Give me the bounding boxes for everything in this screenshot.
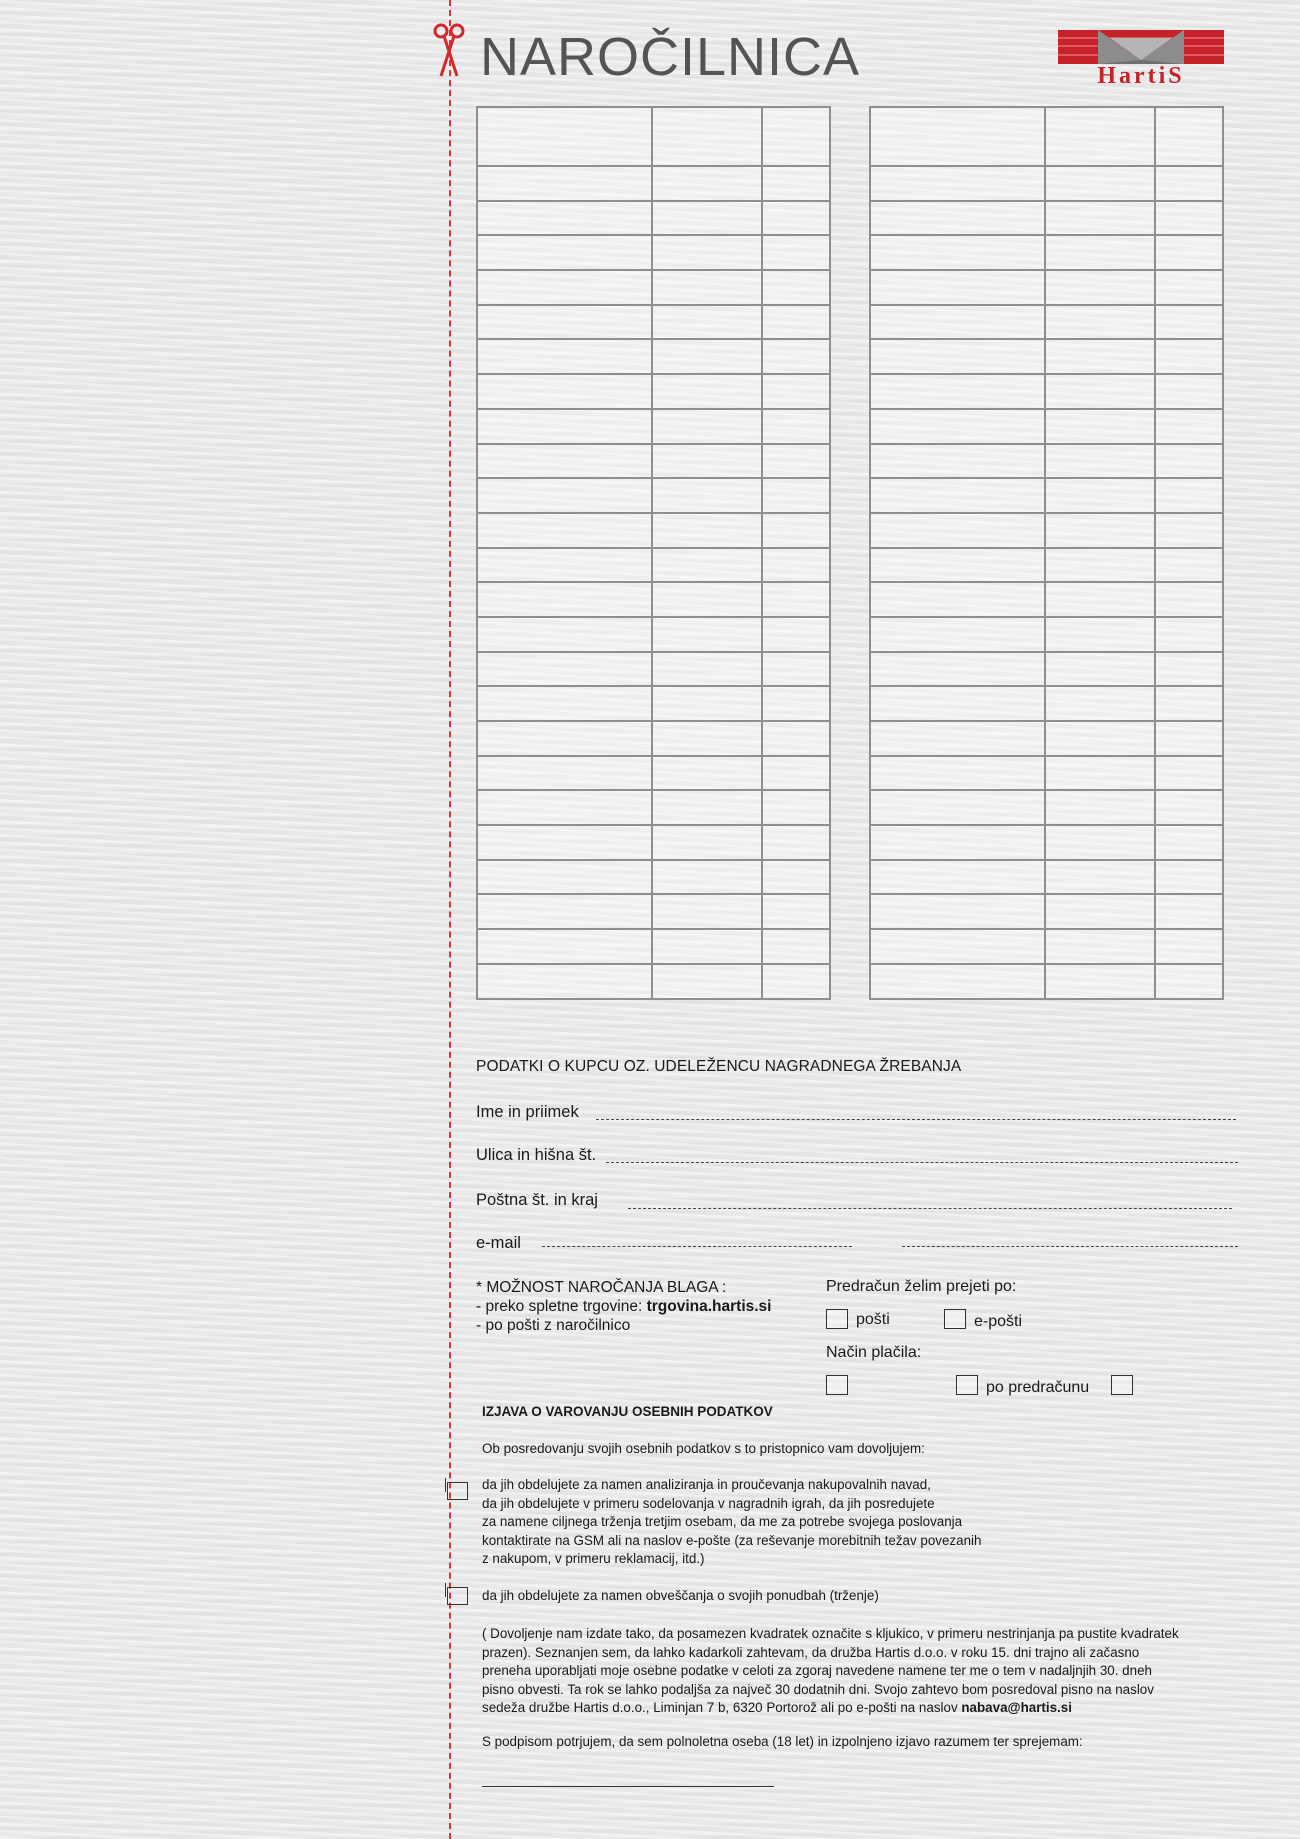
order-cell[interactable]: [762, 617, 830, 652]
order-row: [870, 339, 1223, 374]
order-cell[interactable]: [477, 860, 652, 895]
order-cell[interactable]: [652, 894, 762, 929]
order-cell[interactable]: [1155, 860, 1223, 895]
consent-marketing-text: da jih obdelujete za namen obveščanja o svojih ponudbah (trženje): [482, 1588, 879, 1603]
invoice-email-label: e-pošti: [974, 1313, 1023, 1330]
ordering-online: [476, 1297, 772, 1316]
customer-section-title: PODATKI O KUPCU OZ. UDELEŽENCU NAGRADNEGA ŽREBANJA: [476, 1058, 962, 1075]
order-cell[interactable]: [762, 270, 830, 305]
order-cell[interactable]: [870, 582, 1045, 617]
order-cell[interactable]: [1155, 513, 1223, 548]
email-label: e-mail: [476, 1234, 521, 1252]
order-row: [477, 721, 830, 756]
order-cell[interactable]: [762, 339, 830, 374]
order-cell[interactable]: [762, 860, 830, 895]
order-cell[interactable]: [1045, 721, 1155, 756]
order-cell[interactable]: [1155, 107, 1223, 166]
order-row: [870, 478, 1223, 513]
order-cell[interactable]: [652, 235, 762, 270]
order-cell[interactable]: [870, 235, 1045, 270]
consent-line: z nakupom, v primeru reklamacij, itd.): [482, 1551, 705, 1566]
name-label: Ime in priimek: [476, 1103, 579, 1121]
order-cell[interactable]: [1045, 478, 1155, 513]
order-cell[interactable]: [870, 201, 1045, 236]
order-cell[interactable]: [870, 825, 1045, 860]
order-row: [477, 235, 830, 270]
order-cell[interactable]: [870, 107, 1045, 166]
order-cell[interactable]: [652, 756, 762, 791]
order-cell[interactable]: [477, 305, 652, 340]
order-row: [870, 166, 1223, 201]
order-cell[interactable]: [652, 964, 762, 999]
postal-label: Poštna št. in kraj: [476, 1191, 598, 1209]
order-cell[interactable]: [870, 721, 1045, 756]
order-cell[interactable]: [652, 374, 762, 409]
order-row: [870, 790, 1223, 825]
note-line: ( Dovoljenje nam izdate tako, da posamezen kvadratek označite s kljukico, v primeru nestrinjanja pa pustite kvadratek: [482, 1626, 1179, 1641]
order-cell[interactable]: [1155, 617, 1223, 652]
consent-analysis-text: [482, 1476, 981, 1569]
payment-option-3-checkbox[interactable]: [1111, 1375, 1133, 1395]
order-cell[interactable]: [477, 894, 652, 929]
order-cell[interactable]: [1045, 270, 1155, 305]
street-field[interactable]: [606, 1162, 1238, 1163]
order-cell[interactable]: [1155, 270, 1223, 305]
order-cell[interactable]: [477, 652, 652, 687]
order-cell[interactable]: [870, 270, 1045, 305]
contact-email-link[interactable]: nabava@hartis.si: [961, 1700, 1072, 1715]
order-row: [870, 107, 1223, 166]
ordering-online-prefix: - preko spletne trgovine:: [476, 1298, 647, 1315]
order-cell[interactable]: [1045, 825, 1155, 860]
order-row: [870, 652, 1223, 687]
order-cell[interactable]: [1045, 860, 1155, 895]
order-cell[interactable]: [652, 201, 762, 236]
order-row: [477, 339, 830, 374]
note-line: pisno obvesti. Ta rok se lahko podaljša za največ 30 dodatnih dni. Svojo zahtevo bom posredoval pisno na naslov: [482, 1681, 1154, 1697]
order-cell[interactable]: [477, 166, 652, 201]
order-cell[interactable]: [762, 582, 830, 617]
order-cell[interactable]: [477, 721, 652, 756]
order-row: [870, 444, 1223, 479]
order-cell[interactable]: [1155, 825, 1223, 860]
order-row: [870, 894, 1223, 929]
payment-invoice-checkbox[interactable]: [956, 1375, 978, 1395]
order-cell[interactable]: [477, 582, 652, 617]
order-cell[interactable]: [1045, 617, 1155, 652]
order-cell[interactable]: [1155, 686, 1223, 721]
order-cell[interactable]: [1155, 409, 1223, 444]
order-cell[interactable]: [1045, 235, 1155, 270]
order-cell[interactable]: [762, 825, 830, 860]
order-row: [477, 201, 830, 236]
order-row: [477, 107, 830, 166]
order-cell[interactable]: [477, 756, 652, 791]
order-row: [870, 721, 1223, 756]
order-row: [477, 513, 830, 548]
order-row: [870, 756, 1223, 791]
order-cell[interactable]: [762, 790, 830, 825]
order-cell[interactable]: [1155, 721, 1223, 756]
brand-name: HartiS: [1097, 63, 1185, 89]
order-cell[interactable]: [652, 929, 762, 964]
order-row: [477, 305, 830, 340]
order-cell[interactable]: [762, 686, 830, 721]
order-cell[interactable]: [652, 339, 762, 374]
order-cell[interactable]: [870, 686, 1045, 721]
invoice-email-checkbox[interactable]: [944, 1309, 966, 1329]
order-cell[interactable]: [477, 339, 652, 374]
shop-link[interactable]: trgovina.hartis.si: [646, 1298, 772, 1315]
payment-option-1-checkbox[interactable]: [826, 1375, 848, 1395]
ordering-by-post: - po pošti z naročilnico: [476, 1317, 631, 1334]
order-cell[interactable]: [870, 964, 1045, 999]
tick-mark-icon: [445, 1478, 452, 1492]
invoice-post-checkbox[interactable]: [826, 1309, 848, 1329]
order-cell[interactable]: [477, 964, 652, 999]
order-cell[interactable]: [652, 107, 762, 166]
order-row: [870, 582, 1223, 617]
order-cell[interactable]: [1045, 652, 1155, 687]
order-row: [477, 478, 830, 513]
order-cell[interactable]: [1045, 107, 1155, 166]
order-cell[interactable]: [1045, 894, 1155, 929]
consent-line: da jih obdelujete v primeru sodelovanja v nagradnih igrah, da jih posredujete: [482, 1495, 935, 1511]
note-line: [482, 1699, 1179, 1718]
signature-line[interactable]: [482, 1786, 774, 1787]
order-cell[interactable]: [1045, 409, 1155, 444]
order-cell[interactable]: [652, 790, 762, 825]
order-row: [870, 825, 1223, 860]
order-cell[interactable]: [1155, 756, 1223, 791]
order-cell[interactable]: [762, 305, 830, 340]
order-row: [477, 825, 830, 860]
order-cell[interactable]: [1045, 582, 1155, 617]
order-cell[interactable]: [477, 270, 652, 305]
order-cell[interactable]: [870, 756, 1045, 791]
consent-line: da jih obdelujete za namen analiziranja in proučevanja nakupovalnih navad,: [482, 1477, 931, 1492]
order-row: [870, 374, 1223, 409]
order-cell[interactable]: [870, 513, 1045, 548]
order-cell[interactable]: [1045, 374, 1155, 409]
order-table-left: [476, 106, 831, 1000]
order-cell[interactable]: [762, 444, 830, 479]
name-field[interactable]: [596, 1119, 1236, 1120]
order-cell[interactable]: [1045, 305, 1155, 340]
order-cell[interactable]: [762, 374, 830, 409]
order-cell[interactable]: [762, 166, 830, 201]
order-cell[interactable]: [762, 201, 830, 236]
order-cell[interactable]: [652, 652, 762, 687]
order-cell[interactable]: [652, 617, 762, 652]
order-cell[interactable]: [762, 409, 830, 444]
order-cell[interactable]: [1045, 964, 1155, 999]
order-row: [870, 409, 1223, 444]
order-cell[interactable]: [762, 513, 830, 548]
order-cell[interactable]: [652, 513, 762, 548]
order-row: [477, 548, 830, 583]
phone-field[interactable]: [902, 1246, 1238, 1247]
order-cell[interactable]: [477, 790, 652, 825]
order-row: [870, 686, 1223, 721]
order-cell[interactable]: [652, 548, 762, 583]
order-cell[interactable]: [652, 860, 762, 895]
order-cell[interactable]: [1045, 513, 1155, 548]
order-cell[interactable]: [762, 478, 830, 513]
tick-mark-icon: [445, 1583, 452, 1597]
order-cell[interactable]: [870, 444, 1045, 479]
ordering-options: [476, 1278, 772, 1335]
order-cell[interactable]: [1155, 201, 1223, 236]
order-cell[interactable]: [477, 929, 652, 964]
order-cell[interactable]: [652, 721, 762, 756]
order-row: [477, 617, 830, 652]
order-cell[interactable]: [762, 107, 830, 166]
order-row: [870, 964, 1223, 999]
order-row: [477, 444, 830, 479]
order-row: [870, 548, 1223, 583]
order-cell[interactable]: [870, 409, 1045, 444]
street-label: Ulica in hišna št.: [476, 1146, 597, 1164]
order-cell[interactable]: [477, 444, 652, 479]
order-cell[interactable]: [870, 929, 1045, 964]
order-cell[interactable]: [870, 166, 1045, 201]
order-cell[interactable]: [762, 894, 830, 929]
order-row: [477, 756, 830, 791]
order-cell[interactable]: [762, 548, 830, 583]
order-cell[interactable]: [1045, 444, 1155, 479]
order-cell[interactable]: [477, 686, 652, 721]
order-cell[interactable]: [870, 860, 1045, 895]
order-row: [477, 374, 830, 409]
order-row: [870, 270, 1223, 305]
order-cell[interactable]: [477, 107, 652, 166]
order-cell[interactable]: [1045, 790, 1155, 825]
order-cell[interactable]: [477, 548, 652, 583]
order-cell[interactable]: [870, 548, 1045, 583]
consent-line: kontaktirate na GSM ali na naslov e-pošte (za reševanje morebitnih težav povezanih: [482, 1532, 982, 1548]
consent-analysis-checkbox[interactable]: [447, 1482, 468, 1500]
order-cell[interactable]: [1155, 790, 1223, 825]
order-cell[interactable]: [870, 478, 1045, 513]
order-row: [870, 860, 1223, 895]
order-row: [477, 270, 830, 305]
consent-marketing-checkbox[interactable]: [447, 1587, 468, 1605]
order-cell[interactable]: [1155, 582, 1223, 617]
note-line: preneha uporabljati moje osebne podatke v celoti za zgoraj navedene namene ter me o tem v nadaljnjih 30. dneh: [482, 1663, 1152, 1678]
order-row: [477, 894, 830, 929]
order-cell[interactable]: [477, 478, 652, 513]
order-cell[interactable]: [1155, 894, 1223, 929]
order-cell[interactable]: [652, 686, 762, 721]
ordering-heading: * MOŽNOST NAROČANJA BLAGA :: [476, 1279, 727, 1296]
order-table-right: [869, 106, 1224, 1000]
page-title: NAROČILNICA: [480, 27, 861, 87]
order-cell[interactable]: [762, 964, 830, 999]
order-row: [477, 409, 830, 444]
order-row: [477, 582, 830, 617]
order-cell[interactable]: [1155, 235, 1223, 270]
order-row: [870, 201, 1223, 236]
consent-line: za namene ciljnega trženja tretjim osebam, da me za potrebe svojega poslovanja: [482, 1514, 963, 1529]
order-row: [870, 305, 1223, 340]
order-cell[interactable]: [652, 305, 762, 340]
note-line: prazen). Seznanjen sem, da lahko kadarkoli zahtevam, da družba Hartis d.o.o. v roku 15. dni trajno ali začasno: [482, 1644, 1140, 1660]
scissors-icon: [432, 22, 466, 78]
order-row: [477, 964, 830, 999]
order-cell[interactable]: [1045, 929, 1155, 964]
cut-line: [449, 0, 451, 1839]
order-cell[interactable]: [477, 513, 652, 548]
order-cell[interactable]: [870, 617, 1045, 652]
order-cell[interactable]: [1045, 686, 1155, 721]
order-cell[interactable]: [477, 825, 652, 860]
privacy-title: IZJAVA O VAROVANJU OSEBNIH PODATKOV: [482, 1404, 773, 1419]
invoice-heading: Predračun želim prejeti po:: [826, 1278, 1017, 1295]
order-cell[interactable]: [652, 409, 762, 444]
order-cell[interactable]: [1045, 201, 1155, 236]
order-cell[interactable]: [652, 270, 762, 305]
order-row: [477, 790, 830, 825]
order-cell[interactable]: [652, 825, 762, 860]
order-cell[interactable]: [1045, 339, 1155, 374]
order-cell[interactable]: [870, 305, 1045, 340]
order-cell[interactable]: [1155, 444, 1223, 479]
order-row: [477, 652, 830, 687]
order-row: [870, 617, 1223, 652]
order-cell[interactable]: [1155, 964, 1223, 999]
order-cell[interactable]: [870, 339, 1045, 374]
order-cell[interactable]: [762, 652, 830, 687]
confirm-text: S podpisom potrjujem, da sem polnoletna oseba (18 let) in izpolnjeno izjavo razumem ter sprejemam:: [482, 1734, 1083, 1749]
order-cell[interactable]: [1155, 652, 1223, 687]
order-cell[interactable]: [1045, 756, 1155, 791]
privacy-note: [482, 1625, 1179, 1718]
payment-invoice-label: po predračunu: [986, 1379, 1090, 1396]
order-cell[interactable]: [870, 790, 1045, 825]
order-cell[interactable]: [477, 235, 652, 270]
order-cell[interactable]: [477, 617, 652, 652]
order-cell[interactable]: [1155, 339, 1223, 374]
order-cell[interactable]: [762, 235, 830, 270]
order-cell[interactable]: [1155, 548, 1223, 583]
order-cell[interactable]: [477, 201, 652, 236]
order-cell[interactable]: [1045, 166, 1155, 201]
order-cell[interactable]: [652, 444, 762, 479]
order-cell[interactable]: [762, 756, 830, 791]
order-cell[interactable]: [652, 478, 762, 513]
email-field[interactable]: [542, 1246, 852, 1247]
order-cell[interactable]: [1155, 929, 1223, 964]
order-cell[interactable]: [762, 721, 830, 756]
postal-city-field[interactable]: [628, 1208, 1232, 1209]
privacy-intro: Ob posredovanju svojih osebnih podatkov s to pristopnico vam dovoljujem:: [482, 1441, 925, 1456]
order-cell[interactable]: [1155, 374, 1223, 409]
order-row: [870, 929, 1223, 964]
order-cell[interactable]: [1155, 305, 1223, 340]
invoice-post-label: pošti: [856, 1311, 890, 1328]
order-cell[interactable]: [652, 166, 762, 201]
order-row: [477, 929, 830, 964]
order-row: [477, 686, 830, 721]
order-cell[interactable]: [870, 374, 1045, 409]
order-row: [870, 513, 1223, 548]
order-row: [477, 166, 830, 201]
order-cell[interactable]: [1155, 166, 1223, 201]
order-cell[interactable]: [870, 652, 1045, 687]
order-cell[interactable]: [1045, 548, 1155, 583]
order-row: [870, 235, 1223, 270]
order-cell[interactable]: [1155, 478, 1223, 513]
order-cell[interactable]: [870, 894, 1045, 929]
order-cell[interactable]: [652, 582, 762, 617]
order-row: [477, 860, 830, 895]
order-cell[interactable]: [477, 409, 652, 444]
order-cell[interactable]: [762, 929, 830, 964]
order-cell[interactable]: [477, 374, 652, 409]
payment-heading: Način plačila:: [826, 1344, 922, 1361]
note-last-prefix: sedeža družbe Hartis d.o.o., Liminjan 7 b, 6320 Portorož ali po e-pošti na naslov: [482, 1700, 962, 1715]
